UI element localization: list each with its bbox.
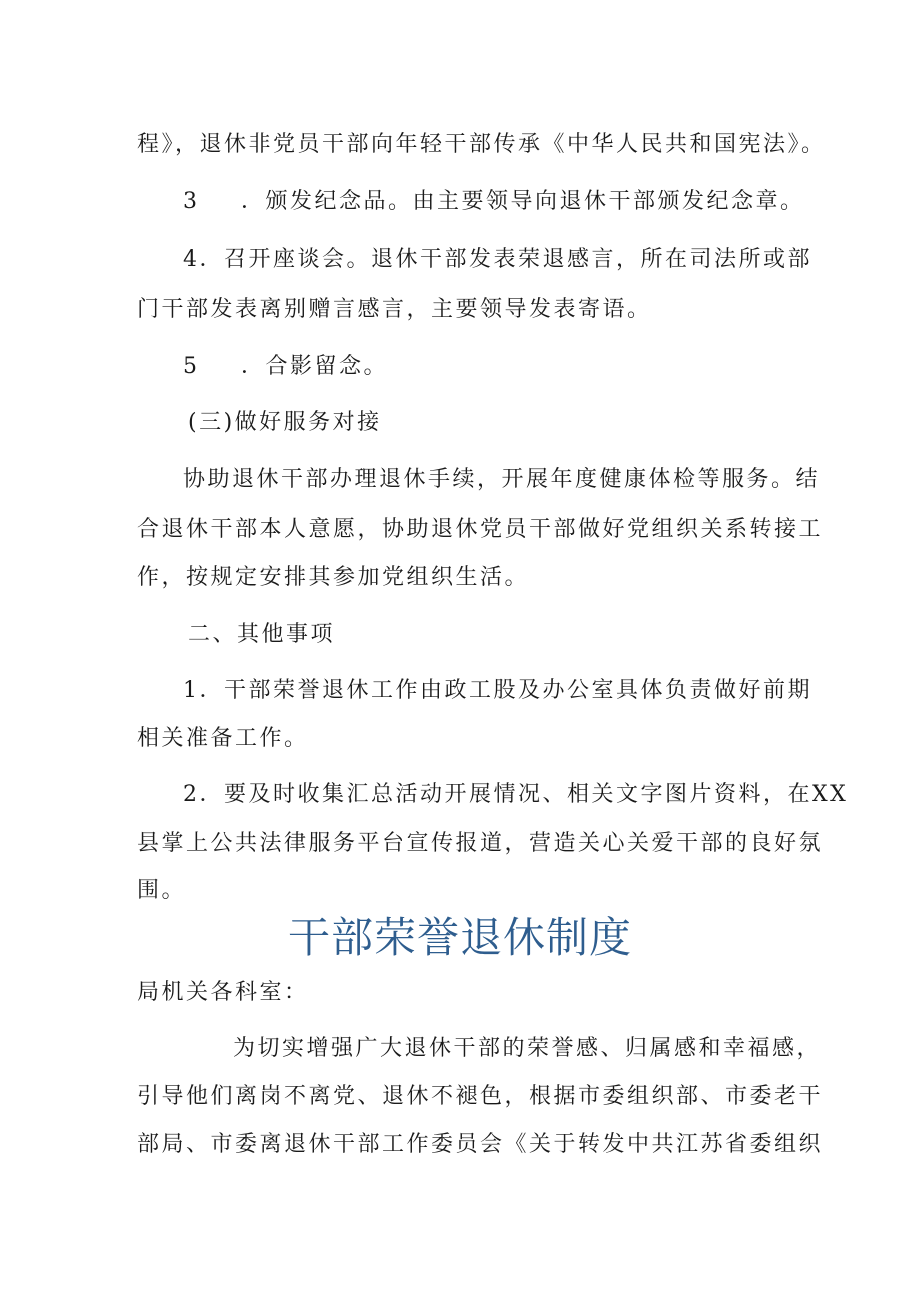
document-title: 干部荣誉退休制度 [287, 913, 632, 962]
other-item-2-line1: 2．要及时收集汇总活动开展情况、相关文字图片资料，在XX [183, 782, 849, 807]
other-item-2-line3: 围。 [137, 878, 187, 903]
intro-line2: 引导他们离岗不离党、退休不褪色，根据市委组织部、市委老干 [137, 1084, 824, 1109]
list-number: 3 [183, 189, 200, 214]
list-item-text: ．合影留念。 [241, 354, 389, 379]
section-heading-other: 二、其他事项 [188, 622, 336, 647]
intro-line3: 部局、市委离退休干部工作委员会《关于转发中共江苏省委组织 [137, 1132, 824, 1157]
other-item-1-line2: 相关准备工作。 [137, 726, 309, 751]
list-item-3 [183, 187, 805, 217]
body-text-line: 程》，退休非党员干部向年轻干部传承《中华人民共和国宪法》。 [137, 132, 826, 157]
list-item-text: ．颁发纪念品。由主要领导向退休干部颁发纪念章。 [241, 189, 805, 214]
paragraph-service-line3: 作，按规定安排其参加党组织生活。 [137, 565, 530, 590]
other-item-1-line1: 1．干部荣誉退休工作由政工股及办公室具体负责做好前期 [183, 678, 812, 703]
list-item-4-line1: 4．召开座谈会。退休干部发表荣退感言，所在司法所或部 [183, 247, 812, 272]
list-number: 5 [183, 354, 200, 379]
list-item-4-line2: 门干部发表离别赠言感言，主要领导发表寄语。 [137, 297, 652, 322]
section-heading-service: (三)做好服务对接 [188, 410, 382, 435]
list-item-5 [183, 352, 388, 382]
paragraph-service-line2: 合退休干部本人意愿，协助退休党员干部做好党组织关系转接工 [137, 517, 824, 542]
salutation: 局机关各科室： [137, 980, 309, 1005]
paragraph-service-line1: 协助退休干部办理退休手续，开展年度健康体检等服务。结 [183, 467, 821, 492]
intro-line1: 为切实增强广大退休干部的荣誉感、归属感和幸福感， [233, 1036, 822, 1061]
other-item-2-line2: 县掌上公共法律服务平台宣传报道，营造关心关爱干部的良好氛 [137, 831, 824, 856]
